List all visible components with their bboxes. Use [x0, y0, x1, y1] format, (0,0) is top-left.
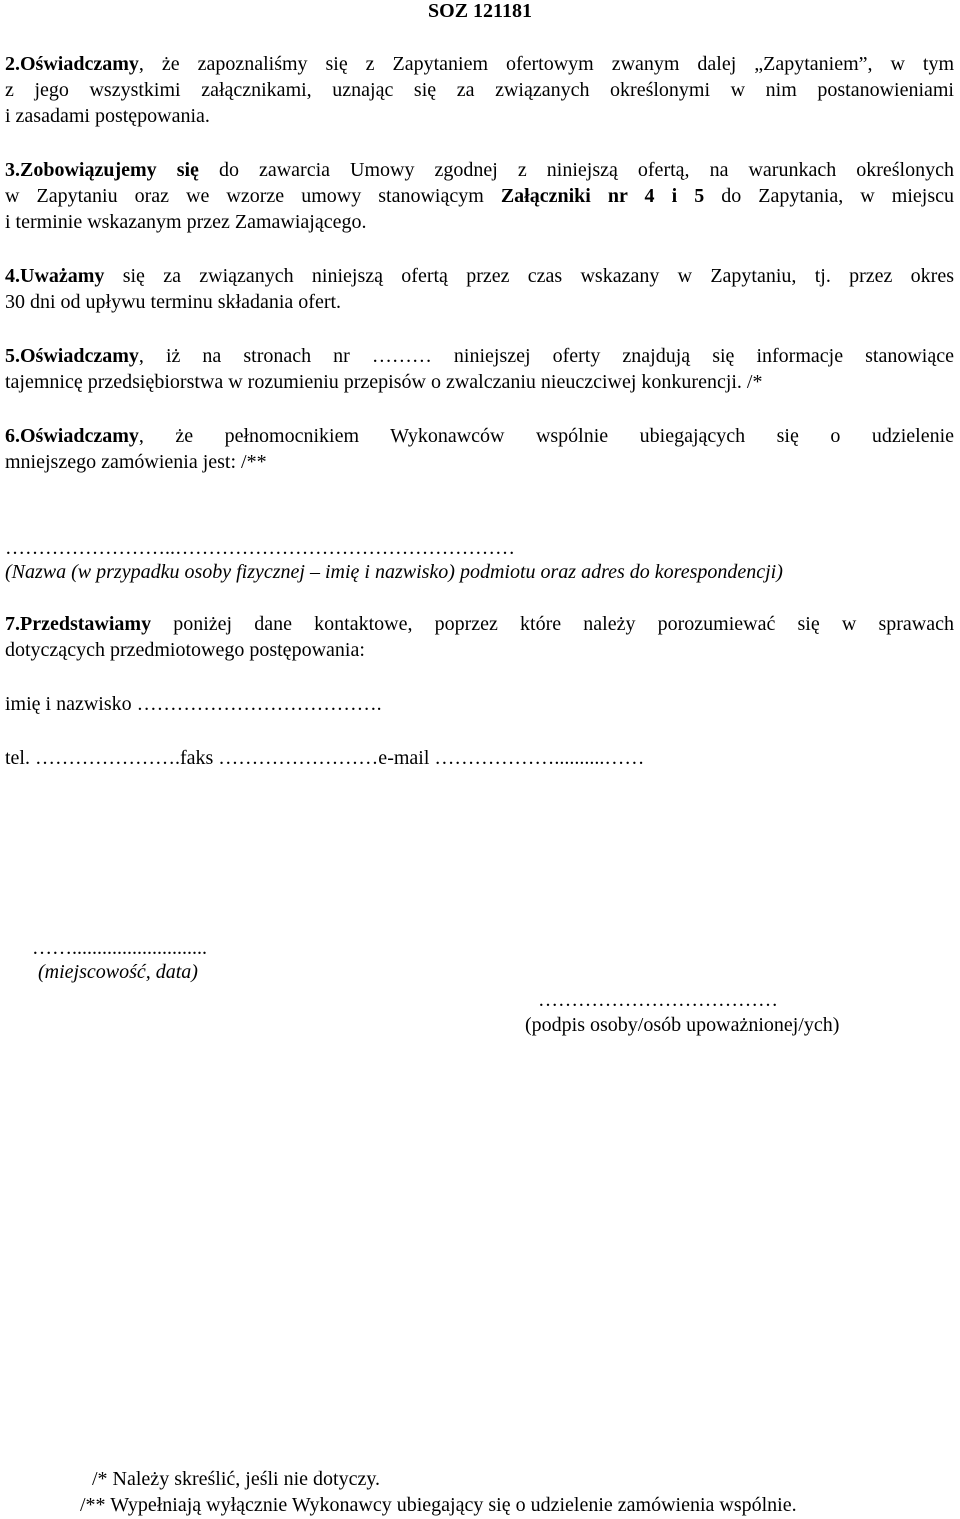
place-date-dots[interactable]: ……...........................	[32, 937, 207, 959]
footnote-1: /* Należy skreślić, jeśli nie dotyczy.	[92, 1468, 381, 1490]
section-3-attachments: Załączniki nr 4 i 5	[500, 185, 705, 207]
representative-caption: (Nazwa (w przypadku osoby fizycznej – imię i nazwisko) podmiotu oraz adres do korespondencji)	[5, 561, 783, 583]
section-2-lead: Oświadczamy	[20, 53, 139, 75]
representative-dots[interactable]: ……………………..……………………………………………	[5, 537, 515, 559]
section-3-number: 3.	[5, 159, 20, 181]
section-3-line-3: i terminie wskazanym przez Zamawiającego.	[5, 211, 367, 233]
section-3-lead: Zobowiązujemy się	[20, 159, 199, 181]
section-5-line-2: tajemnicę przedsiębiorstwa w rozumieniu przepisów o zwalczaniu nieuczciwej konkurencji. /*	[5, 371, 763, 393]
section-6-lead: Oświadczamy	[20, 425, 139, 447]
section-5-lead: Oświadczamy	[20, 345, 139, 367]
section-6-line-2: mniejszego zamówienia jest: /**	[5, 451, 267, 473]
section-2-line-2: z jego wszystkimi załącznikami, uznając się za związanych określonymi w nim postanowieniami	[5, 79, 954, 101]
contact-name-field[interactable]: imię i nazwisko ……………………………….	[5, 693, 382, 715]
section-3-line-2: w Zapytaniu oraz we wzorze umowy stanowiącym Załączniki nr 4 i 5 do Zapytania, w miejscu	[5, 185, 954, 207]
section-2-line-3: i zasadami postępowania.	[5, 105, 210, 127]
contact-phone-fax-email-field[interactable]: tel. ………………….faks ……………………e-mail ………………..........……	[5, 747, 645, 769]
section-7-lead: Przedstawiamy	[20, 613, 152, 635]
section-4-line-1: 4.Uważamy się za związanych niniejszą ofertą przez czas wskazany w Zapytaniu, tj. przez okres	[5, 265, 954, 287]
section-5-number: 5.	[5, 345, 20, 367]
document-code: SOZ 121181	[428, 0, 532, 22]
section-7-line-2: dotyczących przedmiotowego postępowania:	[5, 639, 365, 661]
footnote-2: /** Wypełniają wyłącznie Wykonawcy ubiegający się o udzielenie zamówienia wspólnie.	[80, 1494, 797, 1516]
section-2-number: 2.	[5, 53, 20, 75]
section-2-line-1: 2.Oświadczamy, że zapoznaliśmy się z Zapytaniem ofertowym zwanym dalej „Zapytaniem”, w tym	[5, 53, 954, 75]
section-6-number: 6.	[5, 425, 20, 447]
signature-caption: (podpis osoby/osób upoważnionej/ych)	[525, 1014, 840, 1036]
section-6-line-1: 6.Oświadczamy, że pełnomocnikiem Wykonawców wspólnie ubiegających się o udzielenie	[5, 425, 954, 447]
signature-dots[interactable]: ………………………………	[538, 989, 778, 1011]
section-7-line-1: 7.Przedstawiamy poniżej dane kontaktowe, poprzez które należy porozumiewać się w sprawach	[5, 613, 954, 635]
document-header	[0, 0, 960, 24]
section-4-number: 4.	[5, 265, 20, 287]
place-date-caption: (miejscowość, data)	[38, 961, 198, 983]
section-3-line-1: 3.Zobowiązujemy się do zawarcia Umowy zgodnej z niniejszą ofertą, na warunkach określonych	[5, 159, 954, 181]
section-4-lead: Uważamy	[20, 265, 105, 287]
section-7-number: 7.	[5, 613, 20, 635]
section-5-line-1: 5.Oświadczamy, iż na stronach nr ……… niniejszej oferty znajdują się informacje stanowiące	[5, 345, 954, 367]
section-4-line-2: 30 dni od upływu terminu składania ofert.	[5, 291, 342, 313]
